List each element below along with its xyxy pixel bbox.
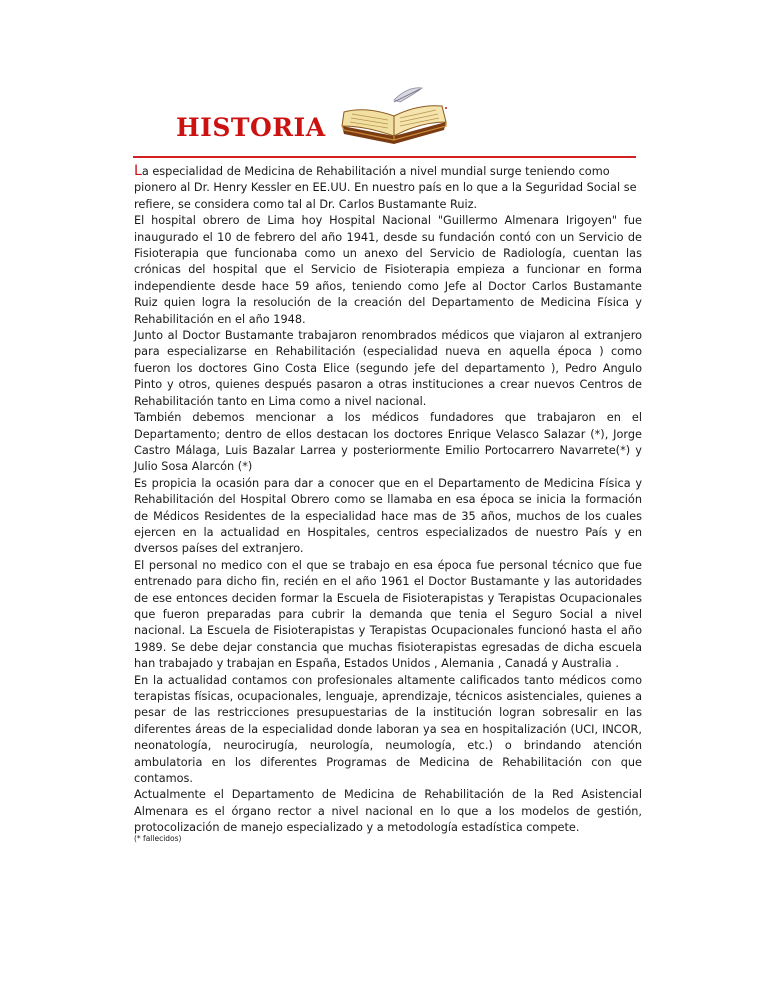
open-book-with-quill-icon bbox=[336, 80, 452, 146]
footnote: (* fallecidos) bbox=[134, 834, 182, 843]
paragraph-7: En la actualidad contamos con profesionales altamente calificados tanto médicos como terapistas físicas, ocupacionales, lenguaje, aprendizaje, técnicos asistenciales, quienes a pesar de las restricciones presupuestarias de la institución logran sobresalir en las diferentes áreas de la especialidad donde laboran ya sea en hospitalización (UCI, INCOR, neonatología, neurocirugía, neurología, neumología, etc.) o brindando atención ambulatoria en los diferentes Programas de Medicina de Rehabilitación con que contamos. bbox=[134, 673, 642, 786]
drop-cap: L bbox=[134, 163, 142, 179]
paragraph-3: Junto al Doctor Bustamante trabajaron renombrados médicos que viajaron al extranjero para especializarse en Rehabilitación (especialidad nueva en aquella época ) como fueron los doctores Gino Costa Elice (segundo jefe del departamento ), Pedro Angulo Pinto y otros, quienes después pasaron a otras instituciones a crear nuevos Centros de Rehabilitación tanto en Lima como a nivel nacional. bbox=[134, 329, 642, 408]
page-title: HISTORIA bbox=[176, 113, 326, 142]
article-body bbox=[134, 164, 642, 837]
paragraph-8: Actualmente el Departamento de Medicina de Rehabilitación de la Red Asistencial Almenara es el órgano rector a nivel nacional en lo que a los modelos de gestión, protocolización de manejo especializado y a metodología estadística compete. bbox=[134, 788, 642, 835]
paragraph-6: El personal no medico con el que se trabajo en esa época fue personal técnico que fue entrenado para dicho fin, recién en el año 1961 el Doctor Bustamante y las autoridades de ese entonces deciden formar la Escuela de Fisioterapistas y Terapistas Ocupacionales que fueron preparadas para cubrir la demanda que tenia el Seguro Social a nivel nacional. La Escuela de Fisioterapistas y Terapistas Ocupacionales funcionó hasta el año 1989. Se debe dejar constancia que muchas fisioterapistas egresadas de dicha escuela han trabajado y trabajan en España, Estados Unidos , Alemania , Canadá y Australia . bbox=[134, 558, 642, 671]
title-underline-divider bbox=[133, 156, 636, 158]
paragraph-4: También debemos mencionar a los médicos fundadores que trabajaron en el Departamento; dentro de ellos destacan los doctores Enrique Velasco Salazar (*), Jorge Castro Málaga, Luis Bazalar Larrea y posteriormente Emilio Portocarrero Navarrete(*) y Julio Sosa Alarcón (*) bbox=[134, 411, 642, 474]
paragraph-1-text: a especialidad de Medicina de Rehabilitación a nivel mundial surge teniendo como pionero al Dr. Henry Kessler en EE.UU. En nuestro país en lo que a la Seguridad Social se refiere, se considera como tal al Dr. Carlos Bustamante Ruiz. bbox=[134, 165, 637, 211]
paragraph-5: Es propicia la ocasión para dar a conocer que en el Departamento de Medicina Física y Rehabilitación del Hospital Obrero como se llamaba en esa época se inicia la formación de Médicos Residentes de la especialidad hace mas de 35 años, muchos de los cuales ejercen en la actualidad en Hospitales, centros especializados de nuestro País y en dversos países del extranjero. bbox=[134, 476, 642, 556]
paragraph-1 bbox=[134, 164, 642, 213]
paragraph-2: El hospital obrero de Lima hoy Hospital Nacional "Guillermo Almenara Irigoyen" fue inaugurado el 10 de febrero del año 1941, desde su fundación contó con un Servicio de Fisioterapia que funcionaba como un anexo del Servicio de Radiología, cuentan las crónicas del hospital que el Servicio de Fisioterapia empieza a funcionar en forma independiente desde hace 59 años, teniendo como Jefe al Doctor Carlos Bustamante Ruiz quien logra la resolución de la creación del Departamento de Medicina Física y Rehabilitación en el año 1948. bbox=[134, 214, 642, 326]
